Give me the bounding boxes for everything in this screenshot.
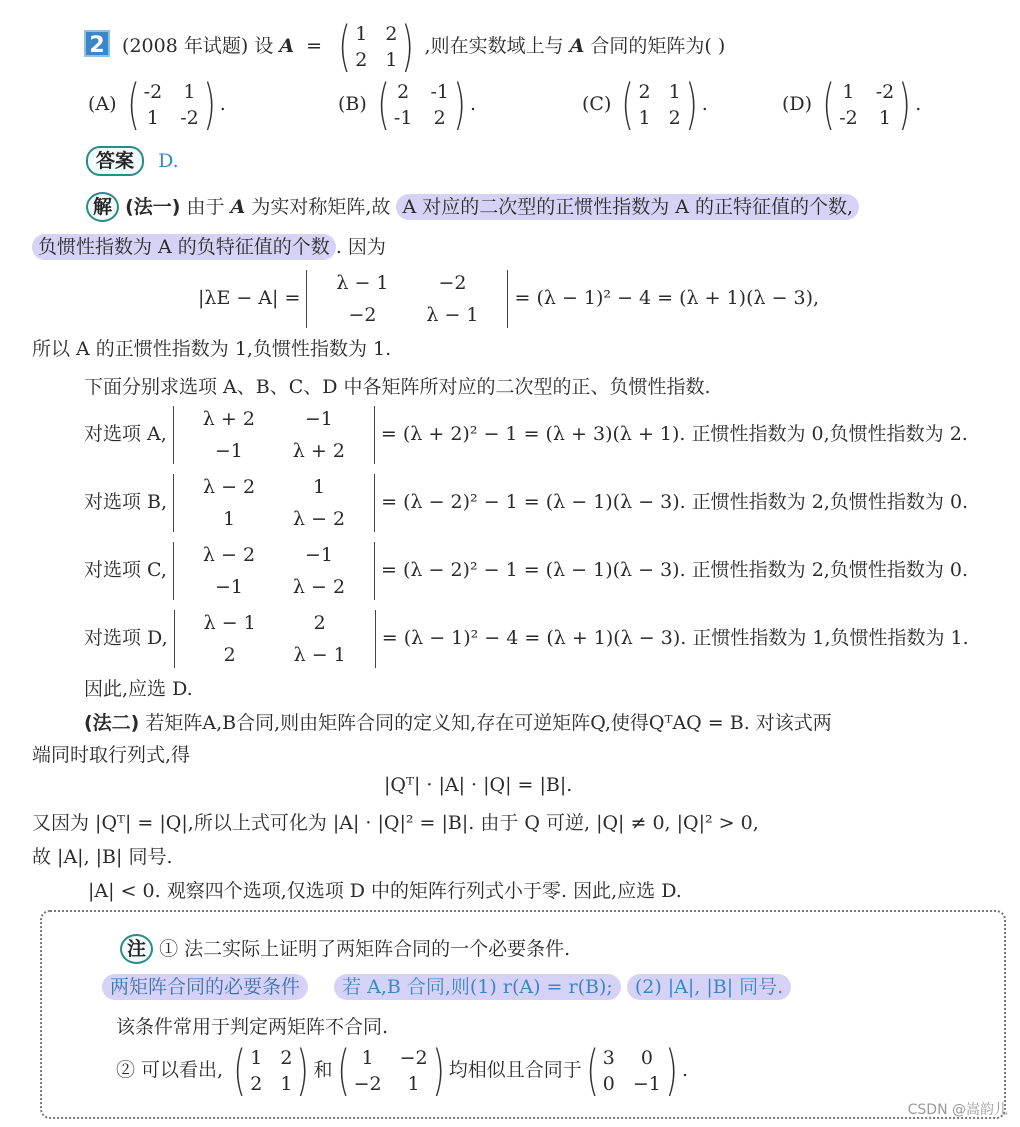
char-rhs: = (λ − 1)² − 4 = (λ + 1)(λ − 3),: [514, 287, 820, 309]
cell: -2: [839, 107, 858, 129]
stem-end: 合同的矩阵为( ): [590, 35, 726, 57]
option-a: (A) ( -2 1 1 -2 ) .: [88, 73, 226, 136]
cell: 1: [361, 1047, 374, 1069]
cell: −1: [214, 576, 243, 598]
stem-prefix: 设: [254, 35, 274, 57]
cell: 2: [250, 1073, 263, 1095]
answer-badge: 答案: [86, 146, 144, 176]
cell: 2: [433, 107, 446, 129]
cell: 1: [878, 107, 891, 129]
solution-badge: 解: [86, 192, 119, 222]
cell: -2: [180, 107, 199, 129]
options-intro: 下面分别求选项 A、B、C、D 中各矩阵所对应的二次型的正、负惯性指数.: [84, 376, 711, 398]
question-number: 2: [84, 30, 110, 57]
cell: 2: [313, 612, 326, 634]
cell: 1: [146, 107, 159, 129]
cell: 2: [668, 107, 681, 129]
cell: 1: [223, 508, 236, 530]
cell: 1: [355, 23, 368, 45]
method2-line4: 故 |A|, |B| 同号.: [32, 846, 173, 868]
cell: 1: [842, 81, 855, 103]
char-lhs: |λE − A| =: [198, 287, 301, 309]
determinant: [173, 542, 375, 600]
text: .: [681, 1059, 689, 1081]
text: 和: [313, 1059, 333, 1081]
watermark: CSDN @嵩韵儿: [907, 1102, 1008, 1118]
note-line1: [120, 934, 570, 964]
cell: 1: [250, 1047, 263, 1069]
highlight: A 对应的二次型的正惯性指数为 A 的正特征值的个数,: [396, 194, 859, 220]
cell: λ − 1: [426, 304, 479, 326]
method2-equation: |Qᵀ| · |A| · |Q| = |B|.: [384, 774, 573, 796]
matrix: ( 1 2 2 1 ): [233, 1039, 310, 1102]
condition-b: (2) |A|, |B| 同号.: [627, 974, 791, 1000]
answer-value: D.: [158, 150, 179, 172]
cell: λ + 2: [292, 440, 345, 462]
cell: 2: [385, 23, 398, 45]
cell: −2: [399, 1047, 428, 1069]
method2-line1: [84, 708, 832, 735]
char-poly: [198, 270, 819, 328]
cell: 2: [280, 1047, 293, 1069]
cell: 1: [668, 81, 681, 103]
cell: 1: [313, 476, 326, 498]
cell: -1: [393, 107, 413, 129]
option-matrix: ( 2 1 1 2 ): [621, 73, 698, 136]
cell: λ − 2: [293, 508, 346, 530]
note-line2: [102, 972, 791, 999]
cell: λ − 1: [293, 644, 346, 666]
cell: λ − 2: [202, 544, 256, 566]
var-a2: A: [569, 35, 585, 57]
method2-label: (法二): [84, 712, 140, 734]
option-label: (C): [582, 93, 612, 115]
option-label: (D): [782, 93, 813, 115]
method1-label: (法一): [125, 196, 181, 218]
note-item1: ① 法二实际上证明了两矩阵合同的一个必要条件.: [159, 938, 571, 960]
method2-line3: 又因为 |Qᵀ| = |Q|,所以上式可化为 |A| · |Q|² = |B|. 由于 Q 可逆, |Q| ≠ 0, |Q|² > 0,: [32, 812, 759, 834]
text: 均相似且合同于: [448, 1059, 582, 1081]
condition-a: 若 A,B 合同,则(1) r(A) = r(B);: [334, 974, 621, 1000]
cell: 2: [355, 49, 368, 71]
text: . 因为: [335, 236, 386, 258]
option-matrix: ( 1 -2 -2 1 ): [822, 73, 912, 136]
question-header: [84, 15, 726, 78]
cell: 2: [223, 644, 236, 666]
cell: 1: [385, 49, 398, 71]
cell: −2: [438, 272, 467, 294]
cell: −2: [353, 1073, 382, 1095]
question-source: (2008 年试题): [122, 35, 249, 57]
option-matrix: ( -2 1 1 -2 ): [126, 73, 216, 136]
matrix: ( 3 0 0 −1 ): [585, 1039, 678, 1102]
cell: -2: [143, 81, 163, 103]
highlight: 负惯性指数为 A 的负特征值的个数: [32, 234, 336, 260]
row-label: 对选项 B,: [84, 491, 168, 513]
answer-row: [86, 146, 179, 176]
cell: 0: [640, 1047, 653, 1069]
cell: 0: [602, 1073, 615, 1095]
eq: =: [306, 35, 323, 57]
option-b: (B) ( 2 -1 -1 2 ) .: [338, 73, 477, 136]
method1-conclusion: 所以 A 的正惯性指数为 1,负惯性指数为 1.: [32, 338, 392, 360]
determinant: [306, 270, 508, 328]
method2-line5: |A| < 0. 观察四个选项,仅选项 D 中的矩阵行列式小于零. 因此,应选 D.: [88, 880, 682, 902]
cell: 2: [638, 81, 651, 103]
row-label: 对选项 A,: [84, 423, 167, 445]
method1-line2: [32, 232, 386, 259]
cell: −1: [304, 408, 333, 430]
note-line4: [116, 1039, 689, 1102]
cell: -2: [875, 81, 895, 103]
option-row-d: [84, 610, 969, 668]
cell: λ − 2: [203, 476, 256, 498]
cell: −1: [632, 1073, 661, 1095]
method2-line2: 端同时取行列式,得: [32, 744, 191, 766]
stem-suffix: ,则在实数域上与: [424, 35, 564, 57]
option-row-c: [84, 542, 968, 600]
row-label: 对选项 D,: [84, 627, 168, 649]
option-label: (B): [338, 93, 367, 115]
var-a: A: [230, 196, 246, 218]
option-label: (A): [88, 93, 117, 115]
matrix-a: ( 1 2 2 1 ): [338, 15, 415, 78]
text: 为实对称矩阵,故: [251, 196, 391, 218]
option-row-b: [84, 474, 968, 532]
option-c: (C) ( 2 1 1 2 ) .: [582, 73, 708, 136]
cell: 1: [407, 1073, 420, 1095]
cell: −1: [214, 440, 243, 462]
matrix: ( 1 −2 −2 1 ): [336, 1039, 445, 1102]
cell: λ + 2: [202, 408, 255, 430]
method1-line1: [86, 192, 859, 222]
row-rhs: = (λ − 1)² − 4 = (λ + 1)(λ − 3). 正惯性指数为 1,负惯性指数为 1.: [381, 627, 969, 649]
determinant: [174, 610, 376, 668]
cell: λ − 1: [203, 612, 256, 634]
cell: -1: [430, 81, 449, 103]
row-rhs: = (λ − 2)² − 1 = (λ − 1)(λ − 3). 正惯性指数为 2,负惯性指数为 0.: [381, 559, 968, 581]
row-label: 对选项 C,: [84, 559, 167, 581]
cell: −2: [348, 304, 377, 326]
determinant: [173, 406, 375, 464]
row-rhs: = (λ − 2)² − 1 = (λ − 1)(λ − 3). 正惯性指数为 2,负惯性指数为 0.: [381, 491, 969, 513]
determinant: [173, 474, 375, 532]
cell: −1: [304, 544, 333, 566]
option-row-a: [84, 406, 968, 464]
cell: λ − 2: [292, 576, 346, 598]
cell: 1: [280, 1073, 293, 1095]
condition-tag: 两矩阵合同的必要条件: [102, 974, 308, 1000]
cell: 3: [602, 1047, 615, 1069]
note-badge: 注: [120, 934, 153, 964]
text: 由于: [186, 196, 225, 218]
note-item1-end: 该条件常用于判定两矩阵不合同.: [116, 1016, 389, 1038]
method1-final: 因此,应选 D.: [84, 678, 193, 700]
cell: 1: [638, 107, 651, 129]
text: 若矩阵A,B合同,则由矩阵合同的定义知,存在可逆矩阵Q,使得QᵀAQ = B. 对该式两: [145, 712, 832, 734]
option-matrix: ( 2 -1 -1 2 ): [377, 73, 466, 136]
cell: λ − 1: [336, 272, 389, 294]
cell: 2: [397, 81, 410, 103]
var-a: A: [279, 35, 295, 57]
cell: 1: [183, 81, 196, 103]
row-rhs: = (λ + 2)² − 1 = (λ + 3)(λ + 1). 正惯性指数为 0,负惯性指数为 2.: [380, 423, 968, 445]
text: ② 可以看出,: [116, 1059, 224, 1081]
option-d: (D) ( 1 -2 -2 1 ) .: [782, 73, 922, 136]
